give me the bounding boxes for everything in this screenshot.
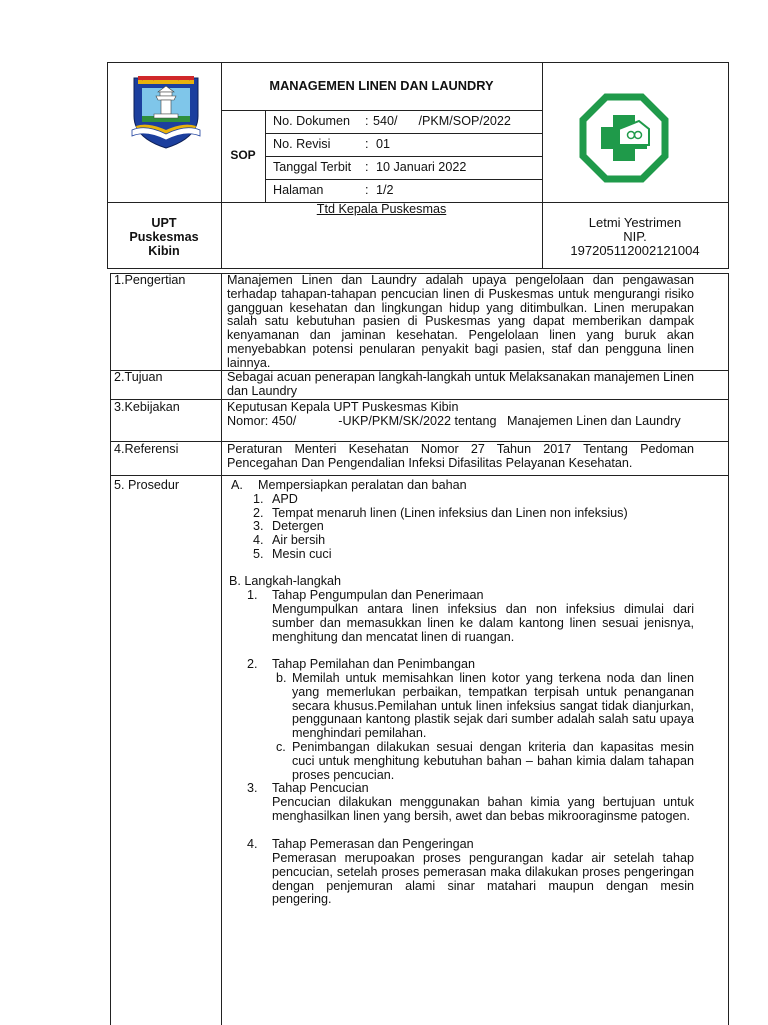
step-4-title: Tahap Pemerasan dan Pengeringan [272, 837, 474, 851]
section-label-prosedur: 5. Prosedur [114, 478, 180, 492]
prosedur-a-item-2-num: 2. [253, 506, 264, 520]
prosedur-a-item-3: Detergen [272, 519, 324, 533]
meta-label-dokumen: No. Dokumen [273, 114, 350, 128]
meta-value-halaman: 1/2 [376, 183, 394, 197]
signer-nip-number: 197205112002121004 [570, 243, 700, 258]
section-label-referensi: 4.Referensi [114, 442, 179, 456]
section-text-tujuan: Sebagai acuan penerapan langkah-langkah untuk Melaksanakan manajemen Linen dan Laundry [227, 370, 694, 398]
meta-label-revisi: No. Revisi [273, 137, 331, 151]
meta-row-divider-1 [265, 133, 542, 134]
org-line-1: UPT [151, 216, 177, 230]
org-line-2: Puskesmas [129, 230, 199, 244]
document-title: MANAGEMEN LINEN DAN LAUNDRY [269, 78, 494, 93]
body-left-border [110, 273, 111, 1025]
step-4-body: Pemerasan merupoakan proses pengurangan kadar air setelah tahap pencucian, setelah proses pemerasan maka dilakukan proses pengeringan dengan penjemuran alami sinar matahari maupun dengan mesin pengering. [272, 851, 694, 907]
header-right-border [728, 62, 729, 269]
prosedur-a-item-1-num: 1. [253, 492, 264, 506]
signer-name: Letmi Yestrimen [588, 215, 682, 230]
meta-sep-tanggal: : [365, 160, 369, 174]
step-4-num: 4. [247, 837, 258, 851]
meta-row-divider-2 [265, 156, 542, 157]
step-1-num: 1. [247, 588, 258, 602]
meta-label-halaman: Halaman [273, 183, 324, 197]
sop-label: SOP [230, 148, 256, 162]
prosedur-a-item-5: Mesin cuci [272, 547, 332, 561]
meta-row-divider-3 [265, 179, 542, 180]
step-3-body: Pencucian dilakukan menggunakan bahan kimia yang bertujuan untuk menghasilkan linen yang bersih, awet dan bebas mikrooraginsme patogen. [272, 795, 694, 823]
prosedur-a-item-1: APD [272, 492, 298, 506]
puskesmas-logo [579, 93, 669, 183]
section-label-pengertian: 1.Pengertian [114, 273, 186, 287]
prosedur-a-title: Mempersiapkan peralatan dan bahan [258, 478, 467, 492]
prosedur-a-item-4: Air bersih [272, 533, 326, 547]
meta-sep-halaman: : [365, 183, 369, 197]
prosedur-a-item-5-num: 5. [253, 547, 264, 561]
step-1-body: Mengumpulkan antara linen infeksius dan non infeksius dimulai dari sumber dan memasukkan linen ke dalam kantong linen sesuai jenisnya, menghitung dan mencatat linen di ruangan. [272, 602, 694, 644]
body-column-divider [221, 273, 222, 1025]
step-2-title: Tahap Pemilahan dan Penimbangan [272, 657, 476, 671]
prosedur-b-title: B. Langkah-langkah [229, 574, 342, 588]
org-line-3: Kibin [148, 244, 180, 258]
prosedur-a-item-2: Tempat menaruh linen (Linen infeksius dan Linen non infeksius) [272, 506, 628, 520]
header-divider-sop [265, 110, 266, 202]
meta-label-tanggal: Tanggal Terbit [273, 160, 352, 174]
section-text-kebijakan-1: Keputusan Kepala UPT Puskesmas Kibin [227, 400, 459, 414]
section-text-pengertian: Manajemen Linen dan Laundry adalah upaya pengelolaan dan pengawasan terhadap tahapan-tahapan pencucian linen di Puskesmas untuk mengurangi risiko gangguan kesehatan dan lingkungan hidup yang ditimbulkan. Linen merupakan salah satu kebutuhan pasien di Puskesmas yang dapat memberikan dampak kenyamanan dan jaminan kesehatan. Pengelolaan linen yang buruk akan menyebabkan potensi penularan penyakit bagi pasien, staf dan pengguna linen lainnya. [227, 273, 694, 370]
prosedur-a-item-4-num: 4. [253, 533, 264, 547]
step-2-b-text: Memilah untuk memisahkan linen kotor yang terkena noda dan linen yang memerlukan perbaikan, tempatkan terpisah untuk penanganan secara khusus.Pemilahan untuk linen infeksius sangat tidak dianjurkan, penggunaan kantong plastik sejak dari sumber adalah salah satu upaya menghindari pemilahan. [292, 671, 694, 741]
prosedur-a-marker: A. [231, 478, 243, 492]
meta-value-revisi: 01 [376, 137, 391, 151]
step-2-b-marker: b. [276, 671, 287, 685]
row-divider-prosedur [110, 475, 728, 476]
meta-value-dokumen: 540/ /PKM/SOP/2022 [373, 114, 511, 128]
section-text-kebijakan-2: Nomor: 450/ -UKP/PKM/SK/2022 tentang Manajemen Linen dan Laundry [227, 414, 681, 428]
header-title-bottom-border [221, 110, 542, 111]
meta-sep-dokumen: : [365, 114, 369, 128]
header-divider-1 [221, 62, 222, 269]
meta-sep-revisi: : [365, 137, 369, 151]
section-label-kebijakan: 3.Kebijakan [114, 400, 180, 414]
step-2-c-text: Penimbangan dilakukan sesuai dengan kriteria dan kapasitas mesin cuci untuk menghitung kebutuhan bahan – bahan kimia dalam tahapan proses pencucian. [292, 740, 694, 782]
step-2-num: 2. [247, 657, 258, 671]
signer-nip-label: NIP. [623, 229, 647, 244]
meta-value-tanggal: 10 Januari 2022 [376, 160, 467, 174]
signature-label: Ttd Kepala Puskesmas [316, 202, 447, 216]
step-2-c-marker: c. [276, 740, 286, 754]
regional-emblem-logo [128, 72, 204, 152]
body-right-border [728, 273, 729, 1025]
section-label-tujuan: 2.Tujuan [114, 370, 163, 384]
step-3-num: 3. [247, 781, 258, 795]
step-3-title: Tahap Pencucian [272, 781, 369, 795]
step-1-title: Tahap Pengumpulan dan Penerimaan [272, 588, 484, 602]
header-top-border [107, 62, 729, 63]
prosedur-a-item-3-num: 3. [253, 519, 264, 533]
header-bottom-border [107, 268, 729, 269]
section-text-referensi: Peraturan Menteri Kesehatan Nomor 27 Tahun 2017 Tentang Pedoman Pencegahan Dan Pengendalian Infeksi Difasilitas Pelayanan Kesehatan. [227, 442, 694, 470]
